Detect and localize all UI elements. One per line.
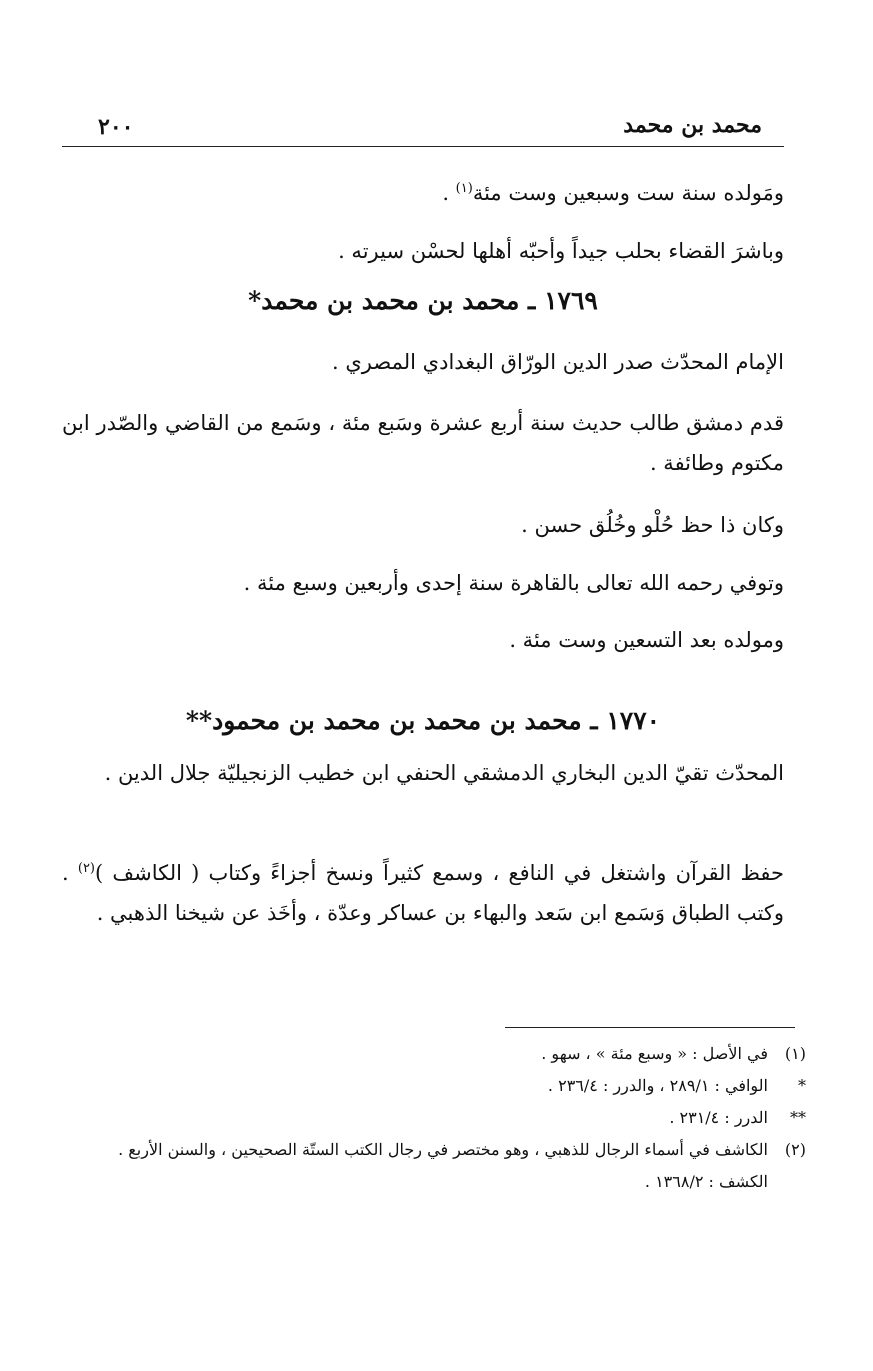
footnote-text: الدرر : ٢٣١/٤ . [669, 1108, 768, 1127]
entry-title-1770: ١٧٧٠ ـ محمد بن محمد بن محمد بن محمود** [185, 706, 661, 735]
entry-1769-paragraph-5: ومولده بعد التسعين وست مئة . [509, 628, 784, 652]
entry-1770-paragraph-1: المحدّث تقيّ الدين البخاري الدمشقي الحنفي ابن خطيب الزنجيليّة جلال الدين . [104, 761, 784, 785]
footnotes [66, 1038, 806, 1198]
footnote-mark: ** [790, 1108, 806, 1127]
entry-1769-paragraph-4: وتوفي رحمه الله تعالى بالقاهرة سنة إحدى وأربعين وسبع مئة . [243, 571, 784, 595]
paragraph-text: حفظ القرآن واشتغل في النافع ، وسمع كثيراً ونسخ أجزاءً وكتاب ( الكاشف ) [95, 861, 785, 885]
entry-title-1769: ١٧٦٩ ـ محمد بن محمد بن محمد* [248, 286, 598, 315]
page-header [62, 112, 784, 147]
footnote-text: في الأصل : « وسبع مئة » ، سهو . [541, 1044, 768, 1063]
running-head: محمد بن محمد [623, 112, 762, 138]
footnote-mark: (٢) [784, 1140, 806, 1159]
footnote-row [66, 1134, 806, 1166]
footnote-divider [505, 1027, 795, 1028]
paragraph-text: ومَولده سنة ست وسبعين وست مئة [472, 181, 784, 205]
footnote-mark: (١) [784, 1044, 806, 1063]
footnote-ref-1: (١) [455, 181, 473, 196]
footnote-row [66, 1038, 806, 1070]
paragraph-end: . [442, 181, 456, 205]
entry-1769-paragraph-3: وكان ذا حظ حُلْو وخُلُق حسن . [521, 513, 784, 537]
paragraph-text: . وكتب الطباق وَسَمع ابن سَعد والبهاء بن عساكر وعدّة ، وأخَذ عن شيخنا الذهبي . [62, 861, 784, 925]
footnote-row [66, 1070, 806, 1102]
footnote-text: الوافي : ٢٨٩/١ ، والدرر : ٢٣٦/٤ . [547, 1076, 768, 1095]
footnote-text: الكاشف في أسماء الرجال للذهبي ، وهو مختصر في رجال الكتب الستّة الصحيحين ، والسنن الأربع . [118, 1140, 768, 1159]
footnote-ref-2: (٢) [77, 861, 95, 876]
entry-1769-paragraph-1: الإمام المحدّث صدر الدين الورّاق البغدادي المصري . [332, 350, 784, 374]
footnote-mark: * [798, 1076, 806, 1095]
footnote-mark [768, 1166, 806, 1198]
paragraph-birth [62, 173, 830, 213]
footnote-text: الكشف : ١٣٦٨/٢ . [644, 1172, 768, 1191]
footnote-row [66, 1166, 806, 1198]
entry-1769-paragraph-2: قدم دمشق طالب حديث سنة أربع عشرة وسَبع مئة ، وسَمع من القاضي والصّدر ابن مكتوم وطائفة . [62, 411, 784, 475]
paragraph-judiciary: وباشرَ القضاء بحلب جيداً وأحبّه أهلها لحسْن سيرته . [338, 239, 784, 263]
page-number: ٢٠٠ [98, 114, 134, 140]
entry-1770-paragraph-2 [62, 853, 830, 933]
footnote-row [66, 1102, 806, 1134]
